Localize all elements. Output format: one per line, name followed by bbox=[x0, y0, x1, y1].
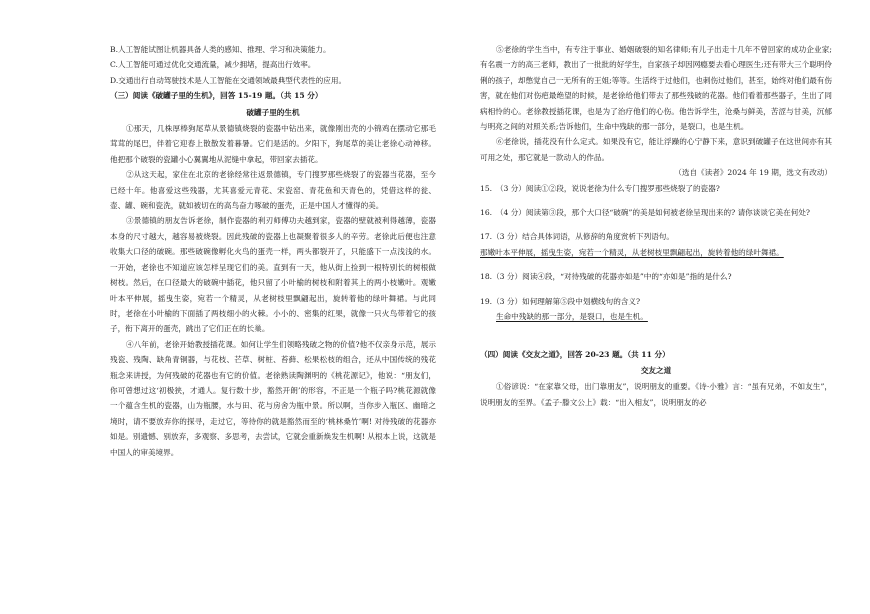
paragraph-7: ①俗谚说：“在家靠父母，出门靠朋友”，说明朋友的重要。《诗·小雅》言：“虽有兄弟，不如友生”，说明朋友的至界。《孟子·滕文公上》载：“出入相友”，说明朋友的必 bbox=[480, 382, 832, 407]
paragraph-2: ②从这天起，家住在北京的老徐经常往返景德镇，专门搜罗那些烧裂了的瓷器当花器，至今已经十年。他喜爱这些残器，尤其喜爱元青花、宋瓷窑、青花鱼和天青色的，凭借这样的瓮、壶、罐、碗和瓷洗，就如被切在的高鸟奋力啄破的蛋壳，正是中国人才懂得的美。 bbox=[110, 170, 436, 211]
paragraph-3: ③景德镇的朋友告诉老徐，制作瓷器的利刃师傅功夫越到家，瓷器的壁就被利得越薄，瓷器本身的尺寸越大，越容易被烧裂。因此残破的瓷器上也凝聚着很多人的辛劳。老徐此后便也注意收集大口径的破碗。那些破碗像孵化火鸟的蛋壳一样，两头都裂开了，只能盛下一点浅浅的水。一开始，老徐也不知道应该怎样呈现它们的美。直到有一天，他从街上捡到一根特别长的树根做树枝。然后，在口径最大的破碗中插花，他只留了小叶榆的树枝和附着其上的两小枝嫩叶。观嫩叶本平伸展，摇曳生姿，宛若一个精灵，从老树枝里飘翩起出，旋转着他的绿叶舞裙。与此同时，老徐在小叶榆的下面插了两枝细小的火棘。小小的、密集的红果，就像一只火鸟带着它的孩子，衔下离开的蛋壳，跳出了它们正在的长巢。 bbox=[110, 216, 436, 334]
paragraph-6: ⑥老徐说，插花没有什么定式。如果没有它，能让浮躁的心宁静下来，意识到破罐子在这世间亦有其可用之处，那它就是一款动人的作品。 bbox=[480, 137, 832, 162]
left-column bbox=[110, 42, 436, 460]
question-17-quote: 那嫩叶本平伸展，摇曳生姿，宛若一个精灵，从老树枝里飘翩起出，旋转着他的绿叶舞裙。 bbox=[480, 247, 784, 257]
right-column bbox=[480, 42, 832, 410]
option-b: B.人工智能试图让机器具备人类的感知、推理、学习和决策能力。 bbox=[110, 45, 331, 54]
question-17: 17.（3 分）结合具体词语，从修辞的角度赏析下列语句。 bbox=[480, 232, 674, 242]
section-3-heading: （三）阅读《破罐子里的生机》，回答 15-19 题。（共 15 分） bbox=[110, 91, 323, 101]
question-18: 18.（3 分）阅读④段，“对待残破的花器亦如是”中的“亦如是”指的是什么? bbox=[480, 272, 732, 282]
article-2-title: 交友之道 bbox=[640, 365, 672, 375]
article-source: （选自《读者》2024 年 19 期，选文有改动） bbox=[674, 168, 832, 178]
option-d: D.交通出行自动驾驶技术是人工智能在交通领域最典型代表性的应用。 bbox=[110, 75, 347, 85]
question-15: 15. （3 分）阅读①②段，说说老徐为什么专门搜罗那些烧裂了的瓷器? bbox=[480, 183, 720, 193]
paragraph-5: ⑤老徐的学生当中，有专注于事业、婚姻破裂的知名律师;有儿子出走十几年不曾回家的成功企业家;有名震一方的高三老师，教出了一批批的好学生，自家孩子却因网瘾要去看心理医生;还有带大三个聪明伶俐的孩子，却憋觉自己一无所有的王姐;等等。生活终于过他们，也刺伤过他们，甚至，始终对他们最有伤害，就在他们对伤疤最绝望的时候，是老徐给他们带去了那些残破的花器。他们看着那些器子，生出了同病相怜的心。老徐教授插花课，也是为了治疗他们的心伤。他告诉学生，沧桑与鲜美，苦涩与甘美，沉郁与明亮之间的对照关系;告诉他们，生命中残缺的那一部分，是裂口，也是生机。 bbox=[480, 45, 832, 132]
question-16: 16. （4 分）阅读第③段，那个大口径“破碗”的美是如何被老徐呈现出来的? 请你谈谈它美在何处? bbox=[480, 208, 810, 218]
option-c: C.人工智能可通过优化交通流量，减少拥堵，提高出行效率。 bbox=[110, 60, 316, 70]
section-4-heading: （四）阅读《交友之道》，回答 20-23 题。（共 11 分） bbox=[480, 349, 670, 359]
question-19: 19.（3 分）如何理解第⑤段中划横线句的含义? bbox=[480, 296, 641, 306]
paragraph-4: ④八年前，老徐开始教授插花课。如何让学生们领略残破之物的价值?他不仅亲身示范，展示残瓷、残陶、缺角青铜器，与花枝、芒草、树桩、苔藓、松果松枝的组合，还从中国传统的残花瓶念来讲授，为何残破的花器也有它的价值。老徐熟读陶渊明的《桃花源记》，他说：“朋友们，你可曾想过这‘初极狭，才通人。复行数十步，豁然开朗’的形容，不正是一个瓶子吗?桃花源就像一个蕴含生机的瓷器，山为瓶腰，水与田、花与房舍为瓶中景。所以啊，当你步入瓶区、幽暗之境时，请不要放弃你的探寻，走过它，等待你的就是豁然而至的‘桃林桑竹’啊! 对待残破的花器亦如是。别遗憾、别放弃，多观察、多思考，去尝试，它就会重新焕发生机啊! 从根本上说，这就是中国人的审美境界。 bbox=[110, 339, 436, 457]
article-title: 破罐子里的生机 bbox=[246, 107, 300, 117]
paragraph-1: ①那天，几株厚棒狗尾草从景德镇烧裂的瓷器中钻出来，就像刚出壳的小锦鸡在摆动它那毛茸茸的尾巴，伴着它迎春上散散发着暮暑。它们是活的。夕阳下，狗尾草的美让老徐心动神移。他把那个破裂的瓷罐小心翼翼地从泥缝中拿起，带回家去插花。 bbox=[110, 124, 436, 164]
question-19-quote: 生命中残缺的那一部分，是裂口，也是生机。 bbox=[496, 312, 648, 322]
